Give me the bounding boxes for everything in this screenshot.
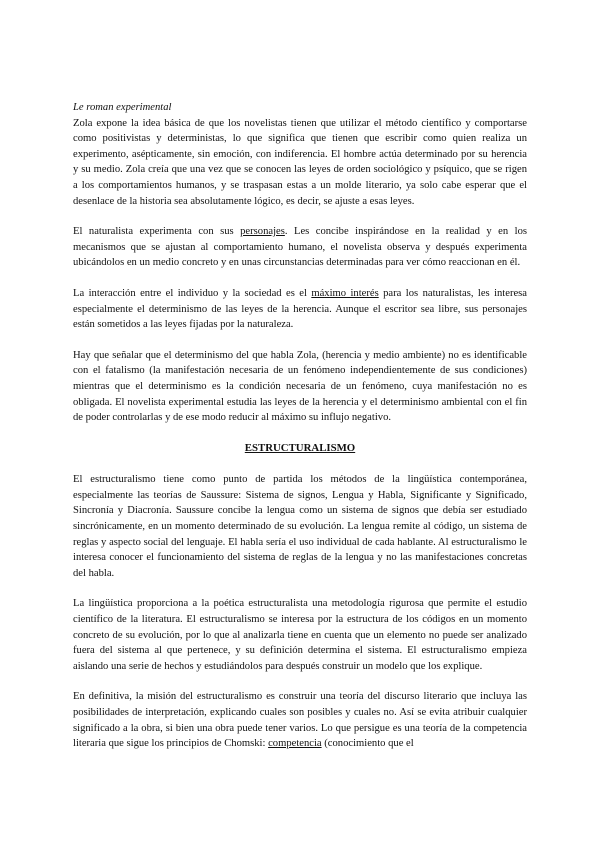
- paragraph-determinismo: Hay que señalar que el determinismo del que habla Zola, (herencia y medio ambiente) no es identificable con el fatalismo (la manifestación necesaria de un fenómeno independientemente de sus condiciones) mientras que el determinismo es la condición necesaria de un fenómeno, cuya manifestación no es obligada. El novelista experimental estudia las leyes de la herencia y el determinismo ambiental con el fin de poder controlarlas y de ese modo reducir al máximo su influjo negativo.: [73, 349, 527, 424]
- text-run: para los naturalistas, les interesa especialmente el determinismo de las leyes de la herencia. Aunque el escritor sea libre, sus personajes están sometidos a las leyes fijadas por la naturaleza.: [73, 287, 528, 331]
- text-run: En definitiva, la misión del estructuralismo es construir una teoría del discurso literario que incluya las posibilidades de interpretación, explicando cuales son posibles y cuales no. Así se evita atribuir cualquier significado a la obra, si bien una obra puede tener varios. Lo que persigue es una teoría de la competencia literaria que sigue los principios de Chomski:: [73, 691, 527, 750]
- paragraph-estructuralismo-intro: El estructuralismo tiene como punto de partida los métodos de la lingüística contemporánea, especialmente las teorías de Saussure: Sistema de signos, Lengua y Habla, Significante y Significado, Sincronía y Diacronía. Saussure concibe la lengua como un sistema de signos que debía ser estudiado sincrónicamente, en un momento determinado de su evolución. La lengua remite al código, un sistema de reglas y aspecto social del lenguaje. El habla sería el uso individual de cada hablante. Al estructuralismo le interesa conocer el funcionamiento del sistema de reglas de la lengua y no las manifestaciones concretas del habla.: [73, 474, 527, 579]
- paragraph-definitiva: [73, 689, 527, 751]
- paragraph-linguistica: La lingüística proporciona a la poética estructuralista una metodología rigurosa que permite el estudio científico de la literatura. El estructuralismo se interesa por la estructura de los códigos en un momento concreto de su evolución, por lo que al analizarla tiene en cuenta que un elemento no puede ser analizado fuera del sistema al que pertenece, y su definición determina el sistema. El estructuralismo empieza aislando una serie de hechos y estudiándolos para después construir un modelo que los explique.: [73, 598, 527, 672]
- section-heading: ESTRUCTURALISMO: [244, 441, 356, 454]
- document-body: [73, 100, 527, 767]
- paragraph-interaccion: [73, 286, 527, 333]
- text-run: . Les concibe inspirándose en la realidad y en los mecanismos que se ajustan al comportamiento humano, el novelista observa y después experimenta ubicándolos en un medio concreto y en unas circunstancias determinadas para ver cómo reaccionan en él.: [73, 226, 527, 269]
- paragraph-zola-intro: Zola expone la idea básica de que los novelistas tienen que utilizar el método científico y comportarse como positivistas y deterministas, lo que significa que tienen que escribir como quien realiza un experimento, asépticamente, sin emoción, con indiferencia. El hombre actúa determinado por su herencia y su medio. Zola creía que una vez que se conocen las leyes de orden sociológico y psíquico, que se rigen a los comportamientos humanos, y se traspasan estas a un molde literario, ya solo cabe esperar que el desenlace de la historia sea absolutamente lógico, es decir, se ajuste a esas leyes.: [73, 117, 527, 207]
- text-run: El naturalista experimenta con sus: [73, 226, 241, 238]
- text-run: (conocimiento que el: [321, 738, 414, 750]
- text-run: La interacción entre el individuo y la sociedad es el: [73, 287, 312, 299]
- link-maximo-interes[interactable]: máximo interés: [311, 287, 379, 299]
- paragraph-naturalista: [73, 224, 527, 271]
- link-competencia[interactable]: competencia: [268, 738, 322, 750]
- link-personajes[interactable]: personajes: [240, 226, 285, 238]
- section-subtitle: Le roman experimental: [73, 102, 172, 113]
